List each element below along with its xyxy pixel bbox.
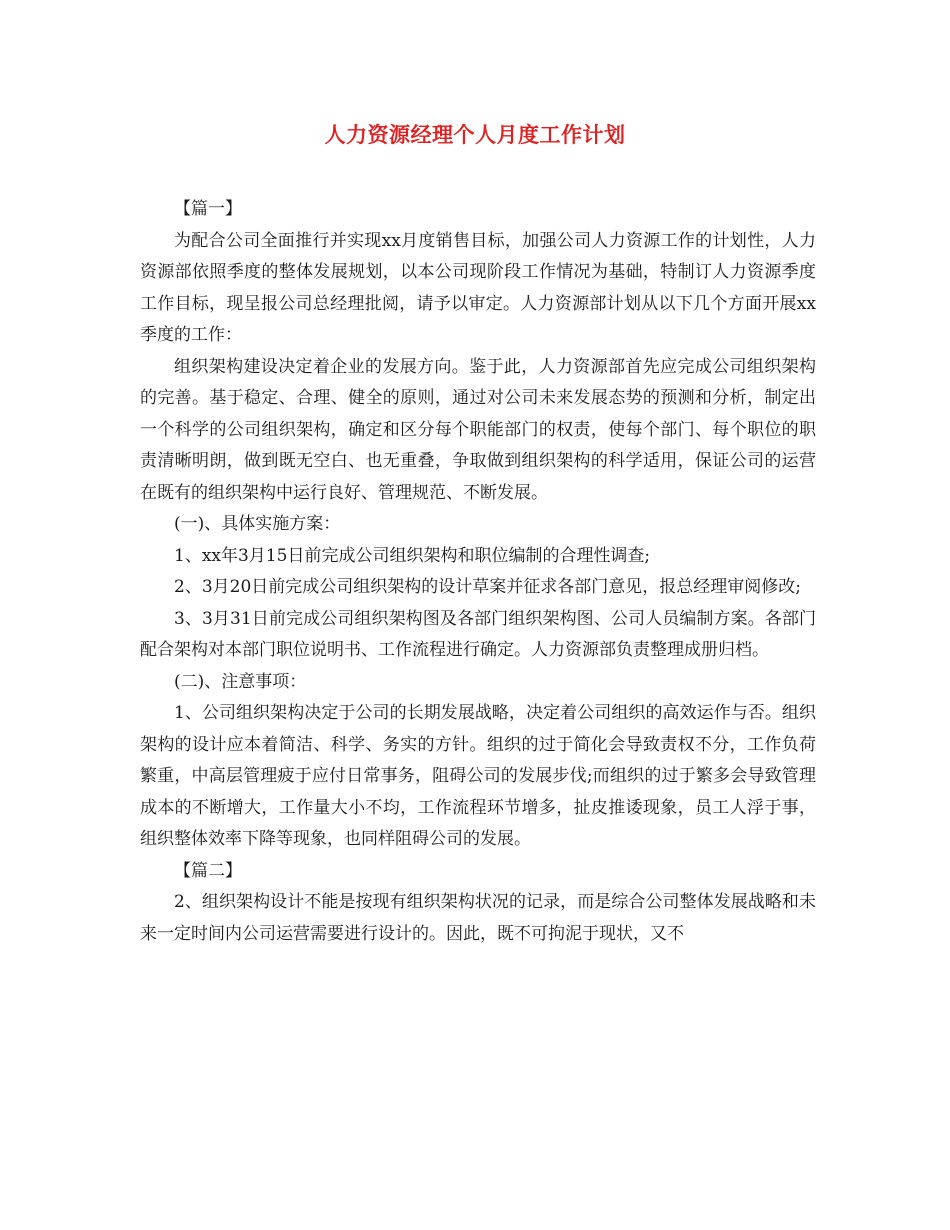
list-item-step-1: 1、xx年3月15日前完成公司组织架构和职位编制的合理性调查; [174,545,651,566]
subheading-notes: (二)、注意事项： [174,671,307,692]
list-item-note-1: 1、公司组织架构决定于公司的长期发展战略，决定着公司组织的高效运作与否。组织架构的设计应本着简洁、科学、务实的方针。组织的过于简化会导致责权不分，工作负荷繁重，中高层管理疲于应付日常事务，阻碍公司的发展步伐;而组织的过于繁多会导致管理成本的不断增大，工作量大小不均，工作流程环节增多，扯皮推诿现象，员工人浮于事，组织整体效率下降等现象，也同样阻碍公司的发展。 [140,703,816,849]
paragraph-intro: 为配合公司全面推行并实现xx月度销售目标，加强公司人力资源工作的计划性，人力资源部依照季度的整体发展规划，以本公司现阶段工作情况为基础，特制订人力资源季度工作目标，现呈报公司总经理批阅，请予以审定。人力资源部计划从以下几个方面开展xx季度的工作： [140,230,816,345]
list-item-step-3: 3、3月31日前完成公司组织架构图及各部门组织架构图、公司人员编制方案。各部门配合架构对本部门职位说明书、工作流程进行确定。人力资源部负责整理成册归档。 [140,608,816,660]
list-item-note-2: 2、组织架构设计不能是按现有组织架构状况的记录，而是综合公司整体发展战略和未来一定时间内公司运营需要进行设计的。因此，既不可拘泥于现状，又不 [140,892,816,944]
section-heading-part-two: 【篇二】 [174,860,242,881]
document-body [140,194,816,950]
subheading-implementation-plan: (一)、具体实施方案： [174,514,341,534]
paragraph-org-structure: 组织架构建设决定着企业的发展方向。鉴于此，人力资源部首先应完成公司组织架构的完善。基于稳定、合理、健全的原则，通过对公司未来发展态势的预测和分析，制定出一个科学的公司组织架构，确定和区分每个职能部门的权责，使每个部门、每个职位的职责清晰明朗，做到既无空白、也无重叠，争取做到组织架构的科学适用，保证公司的运营在既有的组织架构中运行良好、管理规范、不断发展。 [140,356,816,503]
section-heading-part-one: 【篇一】 [174,199,242,219]
list-item-step-2: 2、3月20日前完成公司组织架构的设计草案并征求各部门意见，报总经理审阅修改; [174,577,801,597]
document-title: 人力资源经理个人月度工作计划 [324,122,626,147]
